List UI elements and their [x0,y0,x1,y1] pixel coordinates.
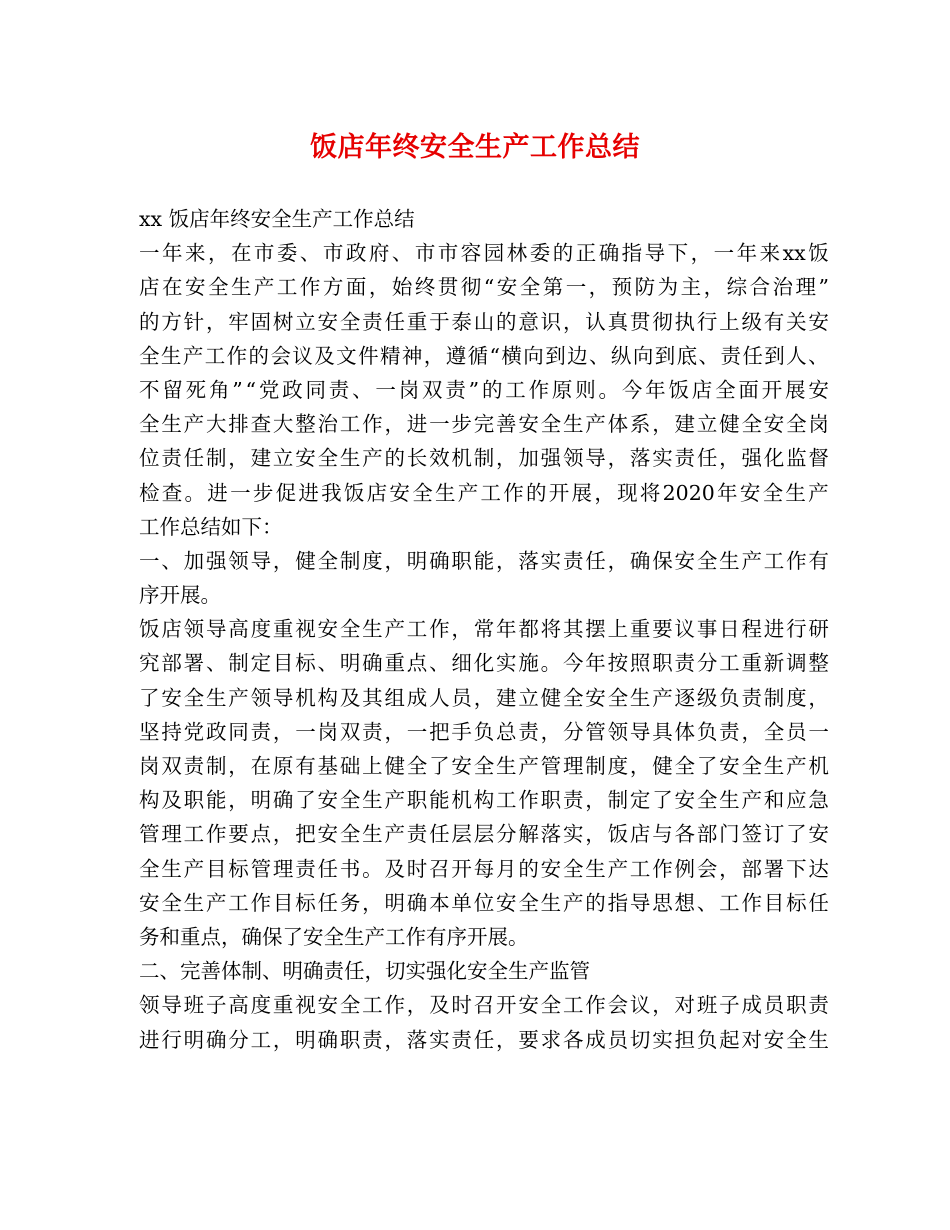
text-line: 安 全 生 产 工 作 目 标 任 务 ， 明 确 本 单 位 安 全 生 产 的 指 导 思 想 、 工 作 目 标 任 [139,890,829,915]
text-line: 饭 店 领 导 高 度 重 视 安 全 生 产 工 作 ， 常 年 都 将 其 摆 上 重 要 议 事 日 程 进 行 研 [139,617,829,642]
text-line: 构 及 职 能 ， 明 确 了 安 全 生 产 职 能 机 构 工 作 职 责 ， 制 定 了 安 全 生 产 和 应 急 [139,788,829,813]
text-line: 检 查 。 进 一 步 促 进 我 饭 店 安 全 生 产 工 作 的 开 展 ， 现 将 2020 年 安 全 生 产 [139,480,829,505]
text-line: 管 理 工 作 要 点 ， 把 安 全 生 产 责 任 层 层 分 解 落 实 ， 饭 店 与 各 部 门 签 订 了 安 [139,822,829,847]
text-line: 一 年 来 ， 在 市 委 、 市 政 府 、 市 市 容 园 林 委 的 正 确 指 导 下 ， 一 年 来 xx 饭 [139,241,829,266]
text-line: 全 生 产 目 标 管 理 责 任 书 。 及 时 召 开 每 月 的 安 全 生 产 工 作 例 会 ， 部 署 下 达 [139,856,829,881]
text-line: 不 留 死 角 ” “ 党 政 同 责 、 一 岗 双 责 ” 的 工 作 原 则 。 今 年 饭 店 全 面 开 展 安 [139,377,829,402]
text-line: 的 方 针 ， 牢 固 树 立 安 全 责 任 重 于 泰 山 的 意 识 ， 认 真 贯 彻 执 行 上 级 有 关 安 [139,309,829,334]
text-line: 坚 持 党 政 同 责 ， 一 岗 双 责 ， 一 把 手 负 总 责 ， 分 管 领 导 具 体 负 责 ， 全 员 一 [139,719,829,744]
text-line: 全 生 产 工 作 的 会 议 及 文 件 精 神 ， 遵 循 “ 横 向 到 边 、 纵 向 到 底 、 责 任 到 人 、 [139,343,829,368]
text-line: 究 部 署 、 制 定 目 标 、 明 确 重 点 、 细 化 实 施 。 今 年 按 照 职 责 分 工 重 新 调 整 [139,651,829,676]
text-line: 二、完善体制、明确责任，切实强化安全生产监管 [139,959,590,984]
text-line: 店 在 安 全 生 产 工 作 方 面 ， 始 终 贯 彻 “ 安 全 第 一 ， 预 防 为 主 ， 综 合 治 理 ” [139,275,829,300]
text-line: 领 导 班 子 高 度 重 视 安 全 工 作 ， 及 时 召 开 安 全 工 作 会 议 ， 对 班 子 成 员 职 责 [139,993,829,1018]
text-line: 进 行 明 确 分 工 ， 明 确 职 责 ， 落 实 责 任 ， 要 求 各 成 员 切 实 担 负 起 对 安 全 生 [139,1027,829,1052]
text-line: 工作总结如下： [139,514,283,539]
document-body [139,202,829,1057]
text-line: 位 责 任 制 ， 建 立 安 全 生 产 的 长 效 机 制 ， 加 强 领 导 ， 落 实 责 任 ， 强 化 监 督 [139,446,829,471]
document-title: 饭店年终安全生产工作总结 [310,132,640,163]
text-line: 全 生 产 大 排 查 大 整 治 工 作 ， 进 一 步 完 善 安 全 生 产 体 系 ， 建 立 健 全 安 全 岗 [139,412,829,437]
text-line: 了 安 全 生 产 领 导 机 构 及 其 组 成 人 员 ， 建 立 健 全 安 全 生 产 逐 级 负 责 制 度 ， [139,685,829,710]
text-line: 务和重点，确保了安全生产工作有序开展。 [139,924,529,949]
text-line: 岗 双 责 制 ， 在 原 有 基 础 上 健 全 了 安 全 生 产 管 理 制 度 ， 健 全 了 安 全 生 产 机 [139,754,829,778]
text-line: 序开展。 [139,583,221,608]
text-line: 一 、 加 强 领 导 ， 健 全 制 度 ， 明 确 职 能 ， 落 实 责 任 ， 确 保 安 全 生 产 工 作 有 [139,548,829,573]
text-line: xx 饭店年终安全生产工作总结 [139,207,415,231]
